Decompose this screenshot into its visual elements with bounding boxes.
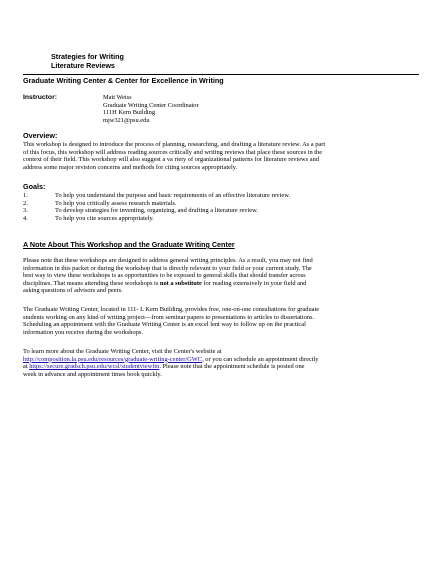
note-paragraph-1	[23, 257, 421, 295]
instructor-info	[103, 94, 199, 124]
header-line-2: Literature Reviews	[51, 61, 115, 70]
not-a-substitute-emphasis: not a substitute	[159, 279, 202, 287]
note-line: information you receive during the workshops.	[23, 328, 143, 336]
header-line-1: Strategies for Writing	[51, 52, 124, 61]
instructor-name: Matt Weiss	[103, 94, 132, 101]
goal-item	[23, 192, 421, 200]
instructor-role: Graduate Writing Center Coordinator	[103, 101, 199, 109]
overview-line: of this focus, this workshop will address reading sources critically and writing reviews that place these sources in the	[23, 148, 323, 156]
goal-text: To help you understand the purpose and basic requirements of an effective literature review.	[55, 192, 291, 199]
note-paragraph-2	[23, 306, 421, 336]
overview-line: This workshop is designed to introduce the process of planning, researching, and drafting a literature review. As a part	[23, 141, 326, 148]
note-text: . Please note that the appointment schedule is posted one	[159, 363, 305, 371]
note-line: Please note that these workshops are designed to address general writing principles. As a result, you may not find	[23, 257, 313, 264]
document-header	[51, 52, 124, 70]
instructor-label: Instructor:	[23, 94, 57, 101]
goal-number: 4.	[23, 214, 28, 222]
note-text: for reading extensively in your field and	[201, 279, 307, 287]
goals-list	[23, 192, 421, 222]
overview-line: address some major revision concerns and methods for citing sources appropriately.	[23, 163, 238, 171]
note-text: disciplines. That means attending these workshops is	[23, 279, 160, 287]
note-line: students working on any kind of writing project—from seminar papers to presentations to articles to dissertations.	[23, 313, 315, 321]
goal-number: 1.	[23, 192, 28, 199]
note-paragraph-3	[23, 348, 421, 378]
note-line: week in advance and appointment times book quickly.	[23, 370, 162, 378]
note-text: at	[23, 363, 30, 371]
title-top-rule	[23, 74, 419, 75]
goal-text: To help you critically assess research materials.	[55, 199, 177, 207]
goal-text: To develop strategies for inventing, organizing, and drafting a literature review.	[55, 207, 258, 215]
overview-line: context of their field. This workshop will also suggest a va riety of organizational patterns for literature reviews and	[23, 156, 319, 164]
goal-number: 2.	[23, 199, 28, 207]
overview-heading: Overview:	[23, 131, 58, 140]
note-line: The Graduate Writing Center, located in 111- L Kern Building, provides free, one-on-one consultations for graduate	[23, 306, 320, 313]
note-line-with-emphasis	[23, 280, 421, 288]
gwc-website-link[interactable]: http://composition.la.psu.edu/resources/graduate-writing-center/GWC	[23, 355, 203, 363]
goal-item	[23, 207, 421, 215]
goal-text: To help you cite sources appropriately.	[55, 214, 154, 222]
note-heading: A Note About This Workshop and the Graduate Writing Center	[23, 240, 235, 249]
appointment-scheduling-link[interactable]: https://secure.gradsch.psu.edu/wcsl/studentviewfm	[29, 363, 160, 371]
title-bar: Graduate Writing Center & Center for Excellence in Writing	[23, 76, 224, 85]
overview-paragraph	[23, 141, 421, 171]
goal-item	[23, 200, 421, 208]
note-line: best way to view these workshops is as opportunities to be exposed to general skills that should transfer across	[23, 272, 306, 280]
note-line-with-link	[23, 356, 421, 364]
note-text: , or you can schedule an appointment directly	[202, 355, 319, 363]
note-line: information in this packet or during the workshop that is directly relevant to your field or your current study. The	[23, 264, 312, 272]
note-line-with-link	[23, 363, 421, 371]
note-line: Scheduling an appointment with the Graduate Writing Center is an excel lent way to follow up on the practical	[23, 321, 306, 329]
instructor-email: mjw321@psu.edu	[103, 116, 150, 124]
note-line: To learn more about the Graduate Writing Center, visit the Center's website at	[23, 348, 222, 355]
goal-item	[23, 215, 421, 223]
goals-heading: Goals:	[23, 182, 46, 191]
note-line: asking questions of advisors and peers.	[23, 287, 123, 295]
instructor-office: 111H Kern Building	[103, 109, 156, 117]
goal-number: 3.	[23, 207, 28, 215]
